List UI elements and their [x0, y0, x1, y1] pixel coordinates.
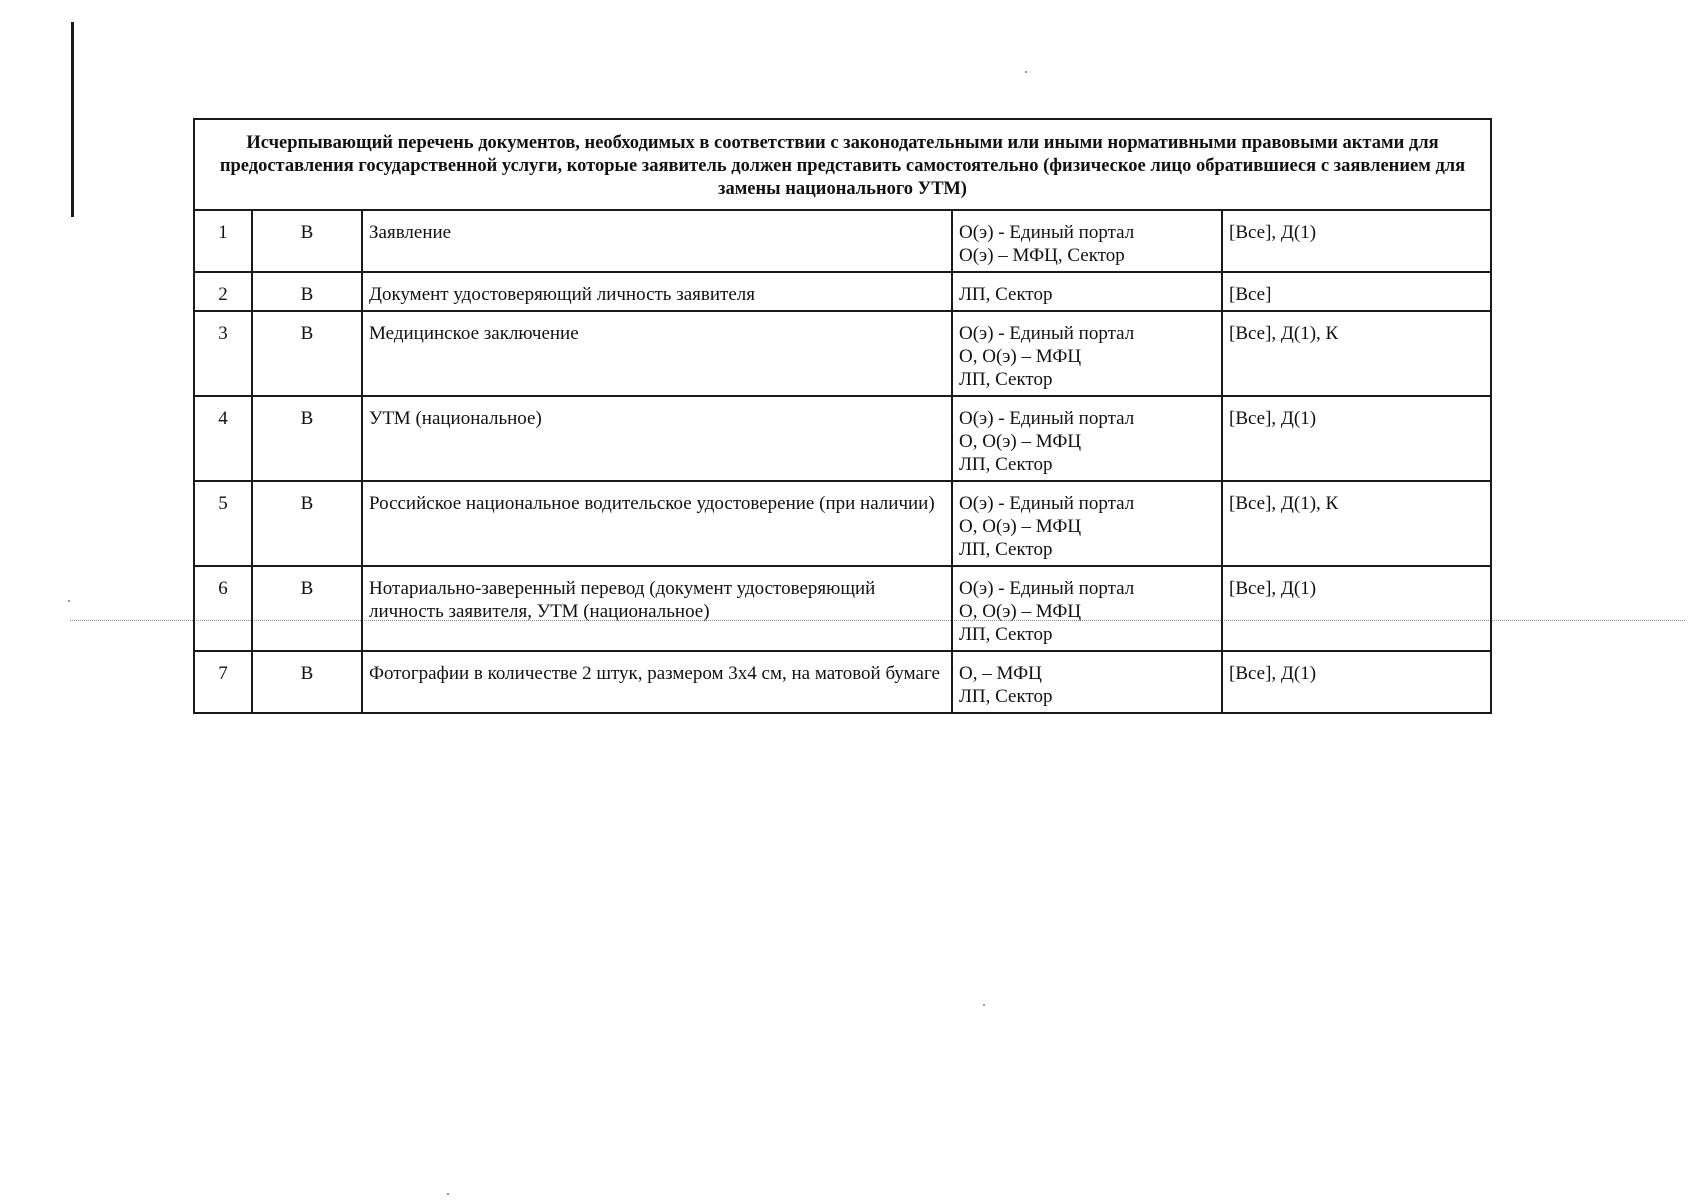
channel-line: О(э) - Единый портал — [959, 408, 1135, 429]
table-row — [194, 311, 1491, 396]
channel-line: ЛП, Сектор — [959, 624, 1053, 645]
row-kind: В — [252, 210, 362, 272]
channel-line: О(э) – МФЦ, Сектор — [959, 245, 1125, 266]
row-channels — [952, 481, 1222, 566]
channel-line: ЛП, Сектор — [959, 686, 1053, 707]
row-kind: В — [252, 396, 362, 481]
table-row — [194, 396, 1491, 481]
channel-line: О, О(э) – МФЦ — [959, 431, 1082, 452]
row-kind: В — [252, 272, 362, 311]
channel-line: О(э) - Единый портал — [959, 323, 1135, 344]
row-kind: В — [252, 651, 362, 713]
row-number: 4 — [194, 396, 252, 481]
channel-line: О, О(э) – МФЦ — [959, 601, 1082, 622]
row-kind: В — [252, 311, 362, 396]
table-header-row — [194, 119, 1491, 210]
table-row — [194, 651, 1491, 713]
row-codes: [Все], Д(1) — [1222, 566, 1491, 651]
row-channels — [952, 651, 1222, 713]
channel-line: ЛП, Сектор — [959, 454, 1053, 475]
row-document: Документ удостоверяющий личность заявителя — [362, 272, 952, 311]
row-number: 6 — [194, 566, 252, 651]
table-row — [194, 272, 1491, 311]
row-channels — [952, 566, 1222, 651]
row-codes: [Все], Д(1), К — [1222, 311, 1491, 396]
row-channels — [952, 210, 1222, 272]
channel-line: О, – МФЦ — [959, 663, 1042, 684]
channel-line: О(э) - Единый портал — [959, 578, 1135, 599]
channel-line: ЛП, Сектор — [959, 284, 1053, 305]
channel-line: О, О(э) – МФЦ — [959, 516, 1082, 537]
channel-line: ЛП, Сектор — [959, 539, 1053, 560]
table-header: Исчерпывающий перечень документов, необходимых в соответствии с законодательными или иными нормативными правовыми актами для предоставления государственной услуги, которые заявитель должен представить самостоятельно (физическое лицо обратившиеся с заявлением для замены национального УТМ) — [194, 119, 1491, 210]
channel-line: О(э) - Единый портал — [959, 493, 1135, 514]
row-codes: [Все], Д(1), К — [1222, 481, 1491, 566]
row-codes: [Все] — [1222, 272, 1491, 311]
row-document: Российское национальное водительское удостоверение (при наличии) — [362, 481, 952, 566]
row-codes: [Все], Д(1) — [1222, 651, 1491, 713]
scan-speck — [1025, 71, 1027, 73]
row-number: 2 — [194, 272, 252, 311]
documents-table — [193, 118, 1492, 714]
row-codes: [Все], Д(1) — [1222, 210, 1491, 272]
row-kind: В — [252, 566, 362, 651]
table-row — [194, 481, 1491, 566]
row-codes: [Все], Д(1) — [1222, 396, 1491, 481]
row-number: 5 — [194, 481, 252, 566]
table-row — [194, 210, 1491, 272]
scan-speck — [447, 1193, 449, 1195]
row-kind: В — [252, 481, 362, 566]
row-document: УТМ (национальное) — [362, 396, 952, 481]
row-number: 3 — [194, 311, 252, 396]
row-number: 7 — [194, 651, 252, 713]
row-number: 1 — [194, 210, 252, 272]
row-document: Нотариально-заверенный перевод (документ удостоверяющий личность заявителя, УТМ (национальное) — [362, 566, 952, 651]
table-row — [194, 566, 1491, 651]
row-document: Медицинское заключение — [362, 311, 952, 396]
row-channels — [952, 396, 1222, 481]
row-channels — [952, 272, 1222, 311]
row-document: Фотографии в количестве 2 штук, размером 3х4 см, на матовой бумаге — [362, 651, 952, 713]
channel-line: О, О(э) – МФЦ — [959, 346, 1082, 367]
row-channels — [952, 311, 1222, 396]
row-document: Заявление — [362, 210, 952, 272]
scan-edge-line — [71, 22, 74, 217]
scan-speck — [68, 600, 70, 602]
channel-line: О(э) - Единый портал — [959, 222, 1135, 243]
scan-speck — [983, 1004, 985, 1006]
channel-line: ЛП, Сектор — [959, 369, 1053, 390]
